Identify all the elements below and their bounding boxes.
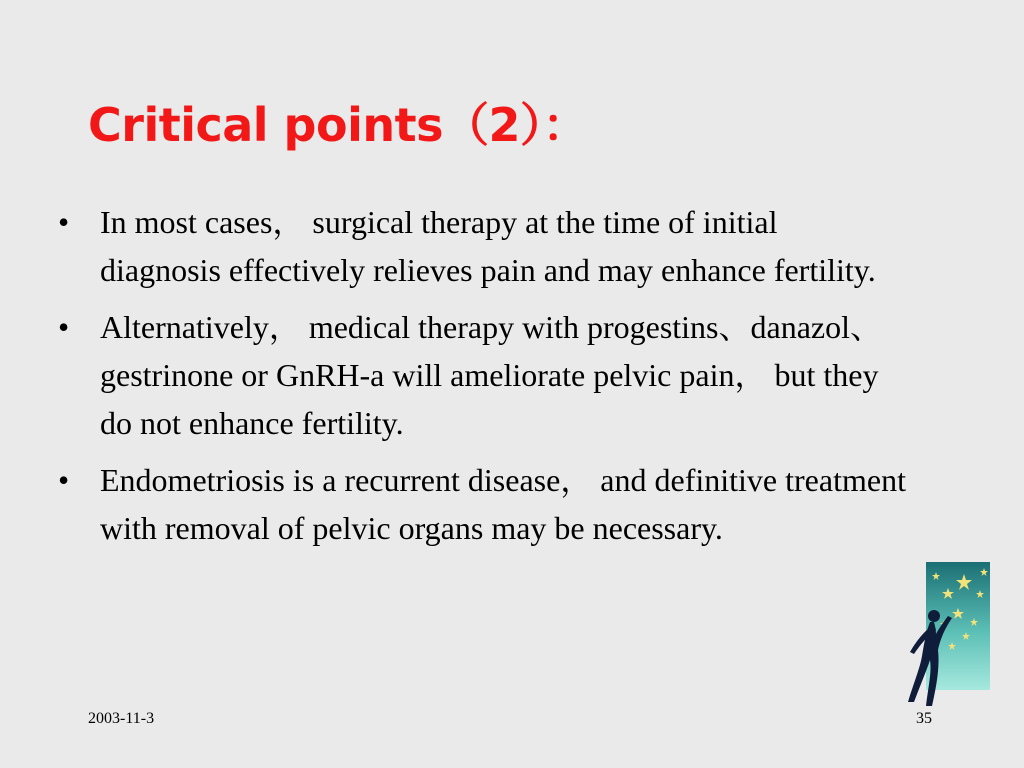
bullet-marker: • (58, 462, 70, 498)
bullet-text: In most cases， surgical therapy at the time of initial diagnosis effectively relieves pain and may enhance fertility. (100, 204, 876, 288)
bullet-list (56, 198, 906, 561)
bullet-text: Alternatively， medical therapy with progestins、danazol、gestrinone or GnRH-a will ameliorate pelvic pain， but they do not enhance fertility. (100, 309, 883, 441)
reaching-for-stars-icon (900, 560, 992, 710)
bullet-marker: • (58, 204, 70, 240)
bullet-item (56, 303, 906, 447)
bullet-item (56, 456, 906, 552)
bullet-marker: • (58, 309, 70, 345)
slide-number: 35 (916, 710, 932, 727)
bullet-text: Endometriosis is a recurrent disease， and definitive treatment with removal of pelvic organs may be necessary. (100, 462, 906, 546)
footer-date: 2003-11-3 (88, 710, 155, 727)
slide-title: Critical points（2）： (88, 98, 588, 152)
bullet-item (56, 198, 906, 294)
